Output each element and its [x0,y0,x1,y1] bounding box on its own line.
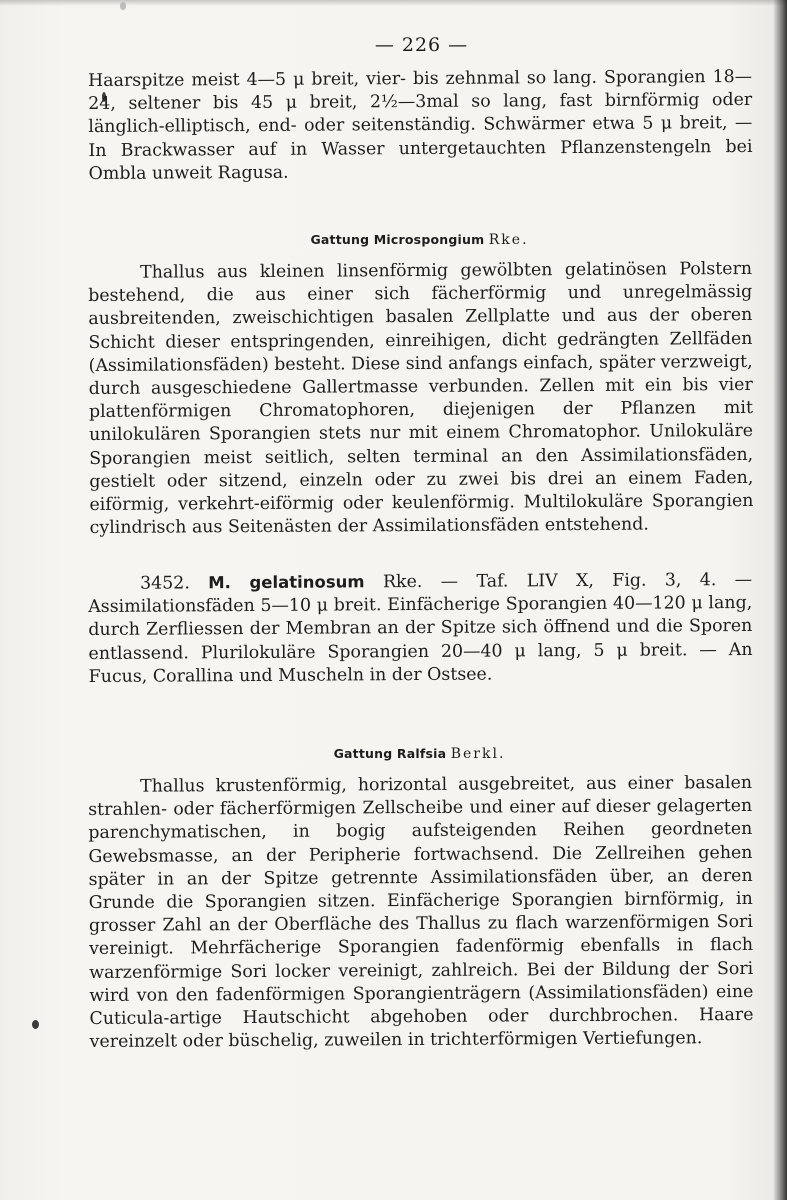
ralfsia-heading [26,746,787,762]
species-author: Rke. [382,571,423,593]
microspongium-description-block [88,258,754,540]
genus-heading-author: Rke. [488,232,529,248]
species-text: — Taf. LIV X, Fig. 3, 4. — Assimilationsfäden 5—10 μ breit. Einfächerige Sporangien 40—120 μ lang, durch Zerfliessen der Membran an der Spitze sich öffnend und die Sporen entlassend. Plurilokuläre Sporangien 20—40 μ lang, 5 μ breit. — An Fucus, Corallina und Muscheln in der Ostsee. [88,569,753,687]
genus-heading-title: Gattung Ralfsia [333,746,447,761]
genus-heading-title: Gattung Microspongium [310,232,485,247]
genus-heading-author: Berkl. [450,746,506,762]
page-top-shadow [0,0,787,6]
microspongium-description: Thallus aus kleinen linsenförmig gewölbten gelatinösen Polstern bestehend, die aus einer sich fächerförmig und unregelmässig ausbreitenden, zweischichtigen basalen Zellplatte und aus der oberen Schicht dieser entspringenden, einreihigen, dicht gedrängten Zellfäden (Assimilationsfäden) besteht. Diese sind anfangs einfach, später verzweigt, durch ausgeschiedene Gallertmasse verbunden. Zellen mit ein bis vier plattenförmigen Chromatophoren, diejenigen der Pflanzen mit unilokulären Sporangien stets nur mit einem Chromatophor. Unilokuläre Sporangien meist seitlich, selten terminal an den Assimilationsfäden, gestielt oder sitzend, einzeln oder zu zwei bis drei an einem Faden, eiförmig, verkehrt-eiförmig oder keulenförmig. Multilokuläre Sporangien cylindrisch aus Seitenästen der Assimilationsfäden entstehend. [88,258,754,539]
ralfsia-description-block [88,772,754,1054]
microspongium-heading [26,232,787,248]
intro-paragraph: Haarspitze meist 4—5 μ breit, vier- bis zehnmal so lang. Sporangien 18—24, seltener bis 45 μ breit, 2½—3mal so lang, fast birnförmig oder länglich-elliptisch, end- oder seitenständig. Schwärmer etwa 5 μ breit, — In Brackwasser auf in Wasser untergetauchten Pflanzenstengeln bei Ombla unweit Ragusa. [88,66,753,184]
ralfsia-description: Thallus krustenförmig, horizontal ausgebreitet, aus einer basalen strahlen- oder fächerförmigen Zellscheibe und einer auf dieser gelagerten parenchymatischen, in bogig aufsteigenden Reihen geordneten Gewebsmasse, an der Peripherie fortwachsend. Die Zellreihen gehen später in an der Spitze getrennte Assimilationsfäden über, an deren Grunde die Sporangien sitzen. Einfächerige Sporangien birnförmig, in grosser Zahl an der Oberfläche des Thallus zu flach warzenförmigen Sori vereinigt. Mehrfächerige Sporangien fadenförmig ebenfalls in flach warzenförmige Sori locker vereinigt, zahlreich. Bei der Bildung der Sori wird von den fadenförmigen Sporangienträgern (Assimilationsfäden) eine Cuticula-artige Hautschicht abgehoben oder durchbrochen. Haare vereinzelt oder büschelig, zuweilen in trichterförmigen Vertiefungen. [88,772,754,1053]
species-entry [88,568,753,689]
ink-speck [120,2,126,10]
intro-paragraph-block [88,66,753,186]
species-name: M. gelatinosum [208,572,365,593]
species-number: 3452. [140,573,190,594]
species-entry-block [88,568,753,689]
page-right-shadow [773,0,787,1200]
ink-speck [32,1020,39,1029]
page-number: — 226 — [374,34,469,56]
